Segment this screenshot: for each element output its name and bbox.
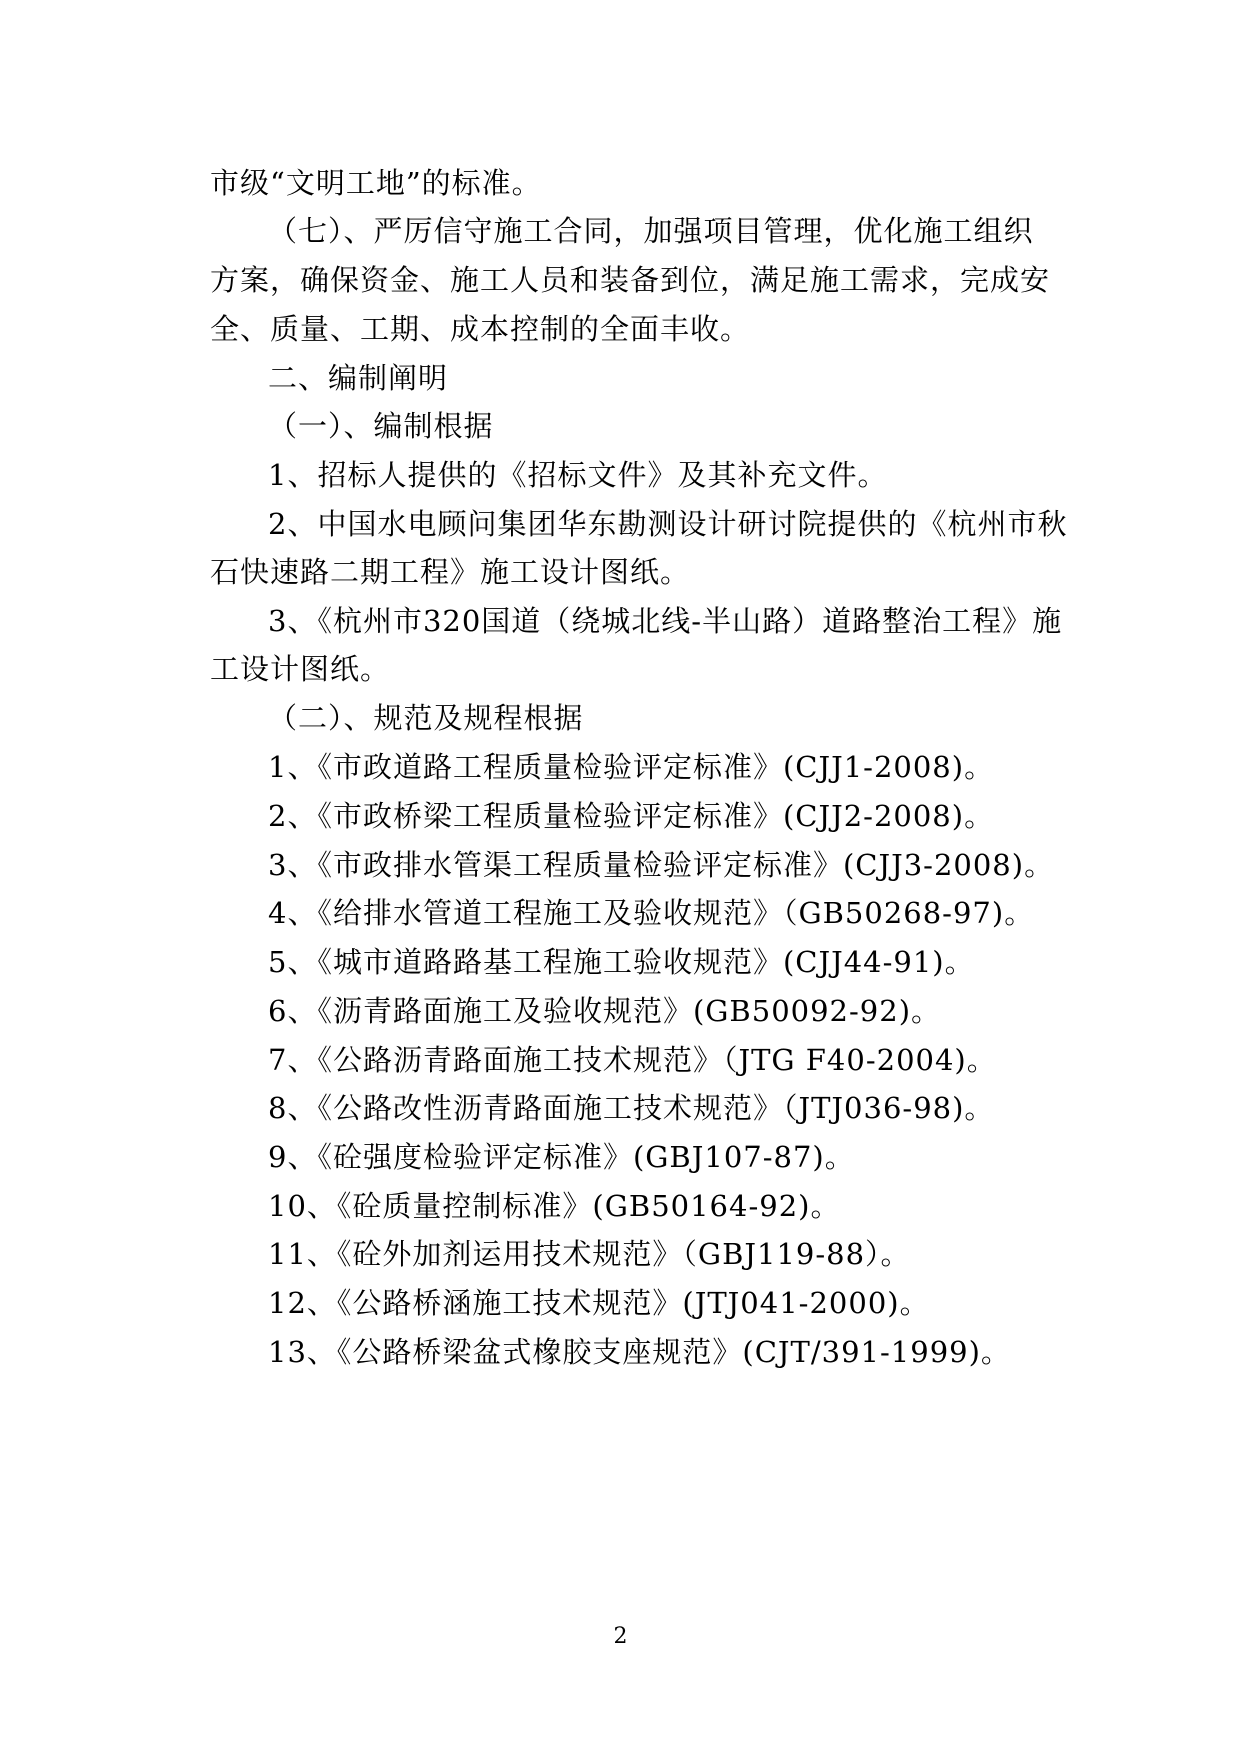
- list-item: 3、《市政排水管渠工程质量检验评定标准》(CJJ3-2008)。: [268, 848, 1055, 882]
- list-item: 1、招标人提供的《招标文件》及其补充文件。: [268, 458, 888, 492]
- list-item: 11、《砼外加剂运用技术规范》（GBJ119-88）。: [268, 1237, 911, 1271]
- list-item: 2、中国水电顾问集团华东勘测设计研讨院提供的《杭州市秋: [268, 507, 1068, 541]
- list-item: 6、《沥青路面施工及验收规范》(GB50092-92)。: [268, 994, 942, 1028]
- list-item: 13、《公路桥梁盆式橡胶支座规范》(CJT/391-1999)。: [268, 1335, 1011, 1369]
- list-item: 1、《市政道路工程质量检验评定标准》(CJJ1-2008)。: [268, 750, 995, 784]
- text-line: 方案，确保资金、施工人员和装备到位，满足施工需求，完成安: [210, 263, 1051, 297]
- list-item: 4、《给排水管道工程施工及验收规范》（GB50268-97)。: [268, 896, 1035, 930]
- text-line: 市级“文明工地”的标准。: [210, 166, 542, 200]
- list-item: 7、《公路沥青路面施工技术规范》（JTG F40-2004)。: [268, 1043, 997, 1077]
- text-line: 全、质量、工期、成本控制的全面丰收。: [210, 312, 751, 346]
- list-item: 10、《砼质量控制标准》(GB50164-92)。: [268, 1189, 841, 1223]
- subsection-heading: （一）、编制根据: [268, 409, 494, 443]
- list-item: 9、《砼强度检验评定标准》(GBJ107-87)。: [268, 1140, 855, 1174]
- section-heading: 二、编制阐明: [268, 361, 449, 395]
- list-item: 2、《市政桥梁工程质量检验评定标准》(CJJ2-2008)。: [268, 799, 995, 833]
- text-line: 工设计图纸。: [210, 652, 391, 686]
- list-item: 8、《公路改性沥青路面施工技术规范》（JTJ036-98)。: [268, 1091, 995, 1125]
- page-number: 2: [613, 1624, 628, 1649]
- list-item: 5、《城市道路路基工程施工验收规范》(CJJ44-91)。: [268, 945, 975, 979]
- text-line: （七）、严厉信守施工合同，加强项目管理，优化施工组织: [268, 214, 1034, 248]
- list-item: 3、《杭州市320国道（绕城北线-半山路）道路整治工程》施: [268, 604, 1063, 638]
- list-item: 12、《公路桥涵施工技术规范》(JTJ041-2000)。: [268, 1286, 930, 1320]
- subsection-heading: （二）、规范及规程根据: [268, 701, 584, 735]
- text-line: 石快速路二期工程》施工设计图纸。: [210, 555, 691, 589]
